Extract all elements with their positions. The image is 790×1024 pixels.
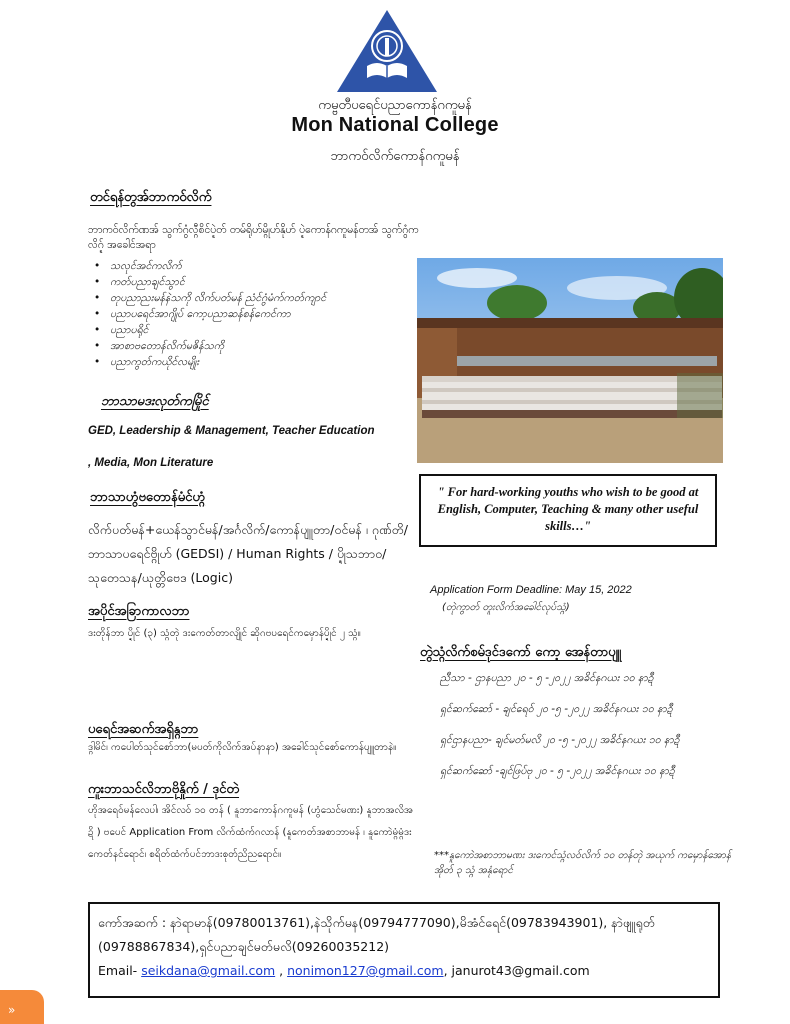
email-link-2[interactable]: nonimon127@gmail.com <box>287 963 444 978</box>
college-logo <box>333 8 441 96</box>
duration-title: အပိုင်အခြာကာလဘာ <box>88 604 190 619</box>
list-item: • ပညာပရေင်အာဂျိုပ် ကော့ပညာဆန်စန်ကေင်ကာ <box>110 306 430 322</box>
chevron-right-icon: » <box>8 1003 16 1017</box>
college-name-mon: ကမ္ဗတီပရေင်ပညာကောန်ဂကူမန် <box>318 98 472 113</box>
fees-title: ကူးဘာသင်လိဘာဗိုနှိုက် / ဒုင်တဲ <box>88 782 240 797</box>
email-link-3[interactable]: janurot43@gmail.com <box>451 963 590 978</box>
interview-schedule-list <box>440 672 740 796</box>
fees-text: ဟိုအရေဝ်မန်လေပါ၊ အိင်လဝ် ၁၀ တန် ( နူဘာကောန်ဂကူမန် (ဟွံသေင်မဏး) နူဘာအလိအဍိ ) ဗပေင် Application From လိက်ထံက်ဂလာန် (နူကေတ်အစာဘာမန် ၊ နူကောဲမ္ဂံမ္ဂံဒး ကေတ်နင်ရောင်၊ စရိတ်ထံက်ပင်ဘာဒးစုတ်ညိညရောင်။ <box>88 805 414 860</box>
list-item: ရှင်ဆက်ဆော် - ချင်ရေဝ် ၂၀ -၅ -၂၀၂၂ အခိင်နဂယး ၁၀ နာဍီ <box>440 703 673 715</box>
list-item: ညီသာ - ဌာနပညာ ၂၀ - ၅ -၂၀၂၂ အခိင်နဂယး ၁၀ နာဍီ <box>440 672 654 684</box>
other-subjects-text: လိက်ပတ်မန်+ယေန်သွာင်မန်/အင်္ဂလိက်/ကောန်ပျူတာ/ဝင်မန် ၊ ဂုဏ်တိ/ဘာသာပရေင်ဗ္ဂိုဟ် (GEDSI) / Human Rights / ပ္ဍိုသဘာဝ/သုတေသန/ယုတ္တိဗေဒ (Logic) <box>88 522 408 585</box>
list-item: • ပညာကွတ်ကယိုင်လမျိုး <box>110 354 430 370</box>
intro-text: ဘာကဝ်လိက်ဏအ် သွက်ဂွံလ္ဂီစိင်ပ္ဍဲတ် တမ်ရိုဟ်မ္ဂိုဟ်နိုဟ် ပ္ဍဲကောန်ဂကူမန်တအ် သွက်ဂွံကလိဂ္ဍ် အခေါင်အရာ <box>88 224 419 251</box>
interview-schedule-title: တွဲသ္ဂံလိက်စမ်ဒုင်ဒကော် ကော့ အေန်တာပျူ <box>420 645 622 660</box>
intro-title: တင်ရန်တွအ်ဘာကဝ်လိက် <box>90 190 212 205</box>
email-line <box>98 959 710 983</box>
college-name-english: Mon National College <box>291 114 499 136</box>
list-item: • ပညာပရိုင် <box>110 322 430 338</box>
contact-box <box>88 902 720 998</box>
contact-line <box>98 911 710 959</box>
page-subtitle: ဘာကဝ်လိက်ကောန်ဂကူမန် <box>330 149 460 164</box>
list-item: • အာစာဗတောန်လိက်မဇိန်သကို <box>110 338 430 354</box>
other-subjects-title: ဘာသာဟွံဗတောန်မံင်ဟ္ဂံ <box>90 490 206 505</box>
email-separator: , <box>443 963 452 978</box>
intro-bullet-list <box>88 258 430 370</box>
major-subjects-title: ဘာသာမဒးလုတ်ကမြိုင် <box>101 394 209 409</box>
email-link-1[interactable]: seikdana@gmail.com <box>141 963 276 978</box>
contact-names: နာဲရာမာန်(09780013761),နဲသိုက်မန(09794777090),မိအံင်ရေင်(09783943901), နာဲဖျူရုတ် (09788867834),ရှင်ပညာချင်မတ်မလိ(09260035212) <box>98 915 655 954</box>
list-item: ရှင်ဆက်ဆော် -ချင်ဖြပ်ဗု ၂၀ - ၅ -၂၀၂၂ အခိင်နဂယး ၁၀ နာဍီ <box>440 765 675 777</box>
deadline-note: (တုဲကွာတ် တူးလိက်အခေါင်လုပ်သ္ဂံ) <box>442 602 570 613</box>
enrollment-title: ပရေင်အဆက်အရှိန္ဂဘာ <box>88 722 199 737</box>
enrollment-text: ဒ္ဂါမိင်၊ ကပေါတ်သုင်စော်ဘာ(မပတ်ကိုလိက်အပ်နာနာ) အခေါင်သုင်စော်ကောန်ပျူတာနဲ။ <box>88 742 397 753</box>
floating-widget-button[interactable] <box>0 990 44 1024</box>
major-subjects-line-1: GED, Leadership & Management, Teacher Education <box>88 425 375 437</box>
contact-label: ကော်အဆက် : <box>98 915 167 930</box>
duration-text: ဒးတိုန်ဘာ ပ္ဍိုင် (၃) သ္ဂံတုဲ ဒးကေတ်တာလျိုင် ဆိုဂဗပရေင်ကမှောန်ပ္ဍိုင် ၂ သ္ဂံ။ <box>88 628 361 639</box>
major-subjects-line-2: , Media, Mon Literature <box>88 457 214 469</box>
group-photo <box>417 258 723 463</box>
remark-note: ***နူကောဲအစာဘာမဏး ဒးကေင်သ္ဂံလဝ်လိက် ၁၀ တန်တုဲ အယုက် ကမှောန်အောန်အိုတ် ၃ သ္ဂံ အနုံရောင် <box>434 850 731 876</box>
email-separator: , <box>275 963 288 978</box>
list-item: • သလုင်အင်ကလိက် <box>110 258 430 274</box>
list-item: ရှင်ဌာနပညာ- ချင်မတ်မလိ ၂၀ -၅ -၂၀၂၂ အခိင်နဂယး ၁၀ နာဍီ <box>440 734 680 746</box>
application-deadline: Application Form Deadline: May 15, 2022 <box>430 584 632 596</box>
list-item: • တုပညာညးမန်နဲသကို လိက်ပတ်မန် ညံင်ဂွံမံက်ကတ်ကျာင် <box>110 290 430 306</box>
list-item: • ကတ်ပညာချင်သွာင် <box>110 274 430 290</box>
email-label: Email- <box>98 963 138 978</box>
slogan-box: " For hard-working youths who wish to be good at English, Computer, Teaching & many other useful skills…" <box>419 474 717 547</box>
